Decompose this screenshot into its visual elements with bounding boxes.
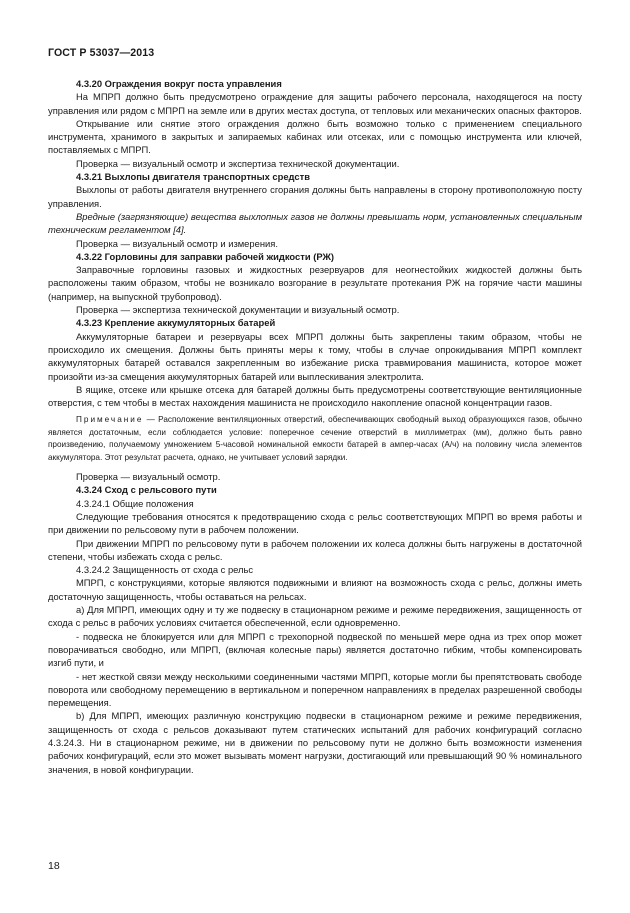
paragraph: Следующие требования относятся к предотвращению схода с рельс соответствующих МПРП во время работы и при движении по рельсовому пути в рабочем положении. [48,510,582,536]
list-item-a: а) Для МПРП, имеющих одну и ту же подвеску в стационарном режиме и режиме передвижения, защищенность от схода с рельс в рабочих условиях считается обеспеченной, если одновременно. [48,604,582,629]
document-header: ГОСТ Р 53037—2013 [48,47,155,59]
list-item-b: b) Для МПРП, имеющих различную конструкцию подвески в стационарном режиме и режиме передвижения, защищенность от схода с рельсов доказывают путем статических испытаний для рабочих конфигураций согласно 4.3.24.3. Ни в стационарном режиме, ни в движении по рельсовому пути не должно быть возможности изменения рабочих конфигураций, если это может вызывать момент нагрузки, достигающий или превышающий 90 % номинального значения, в новой конфигурации. [48,710,582,775]
paragraph: Проверка — визуальный осмотр. [76,471,221,483]
section-heading-4-3-24: 4.3.24 Сход с рельсового пути [76,484,217,496]
section-heading-4-3-22: 4.3.22 Горловины для заправки рабочей жидкости (РЖ) [76,250,335,262]
paragraph: Проверка — визуальный осмотр и измерения. [76,237,278,249]
paragraph-italic: Вредные (загрязняющие) вещества выхлопных газов не должны превышать норм, установленных специальным техническим регламентом [4]. [48,210,582,236]
list-sub-item: - нет жесткой связи между несколькими соединенными частями МПРП, которые могли бы препятствовать свободе поворота или свободному перемещению в вертикальном и поперечном направлениях в пределах разрешенной свободы перемещения. [48,670,582,709]
paragraph: В ящике, отсеке или крышке отсека для батарей должны быть предусмотрены соответствующие вентиляционные отверстия, с тем чтобы в местах нахождения машиниста не происходило накопление опасной концентрации газов. [48,383,582,409]
section-heading-4-3-23: 4.3.23 Крепление аккумуляторных батарей [76,317,276,329]
note-label: Примечание [76,415,144,425]
paragraph: Открывание или снятие этого ограждения должно быть возможно только с применением специального инструмента, хранимого в закрытых и запираемых кабинах или отсеках, или с помощью инструмента или ключей, поставляемых с МПРП. [48,117,582,156]
paragraph: Аккумуляторные батареи и резервуары всех МПРП должны быть закреплены таким образом, чтобы не происходило их смещения. Должны быть приняты меры к тому, чтобы в случае опрокидывания МПРП комплект аккумуляторных батарей оставался закрепленным во избежание риска травмирования машиниста, которое может произойти из-за смещения аккумуляторных батарей или выплескивания электролита. [48,330,582,382]
section-heading-4-3-21: 4.3.21 Выхлопы двигателя транспортных средств [76,171,310,183]
paragraph: Проверка — экспертиза технической документации и визуальный осмотр. [76,304,400,316]
note-paragraph [48,414,582,464]
paragraph: При движении МПРП по рельсовому пути в рабочем положении их колеса должны быть нагружены в достаточной степени, чтобы избежать схода с рельс. [48,537,582,562]
page-number: 18 [48,860,60,872]
note-text: — Расположение вентиляционных отверстий, обеспечивающих свободный выход образующихся газов, обычно является достаточным, если соблюдается условие: поперечное сечение отверстий в миллиметрах (мм), должно быть равно произведению, получаемому умножением 5-часовой номинальной емкости батарей в ампер-часах (А/ч) на половину числа элементов аккумулятора. Этот результат расчета, однако, не учитывает условий зарядки. [48,415,582,462]
paragraph: МПРП, с конструкциями, которые являются подвижными и влияют на возможность схода с рельс, должны иметь достаточную защищенность, чтобы оставаться на рельсах. [48,577,582,602]
section-heading-4-3-20: 4.3.20 Ограждения вокруг поста управления [76,78,282,89]
paragraph: На МПРП должно быть предусмотрено ограждение для защиты рабочего персонала, находящегося на посту управления или рядом с МПРП на земле или в других местах доступа, от тепловых или механических опасных факторов. [48,91,582,116]
list-sub-item: - подвеска не блокируется или для МПРП с трехопорной подвеской по меньшей мере одна из трех опор может поворачиваться свободно, или МПРП, (включая колесные пары) является достаточно гибким, чтобы компенсировать изгиб пути, и [48,630,582,669]
paragraph: Выхлопы от работы двигателя внутреннего сгорания должны быть направлены в сторону противоположную посту управления. [48,184,582,209]
document-body [48,77,582,776]
subsection-heading: 4.3.24.1 Общие положения [76,497,194,509]
subsection-heading: 4.3.24.2 Защищенность от схода с рельс [76,564,254,576]
paragraph: Проверка — визуальный осмотр и экспертиза технической документации. [76,157,400,169]
paragraph: Заправочные горловины газовых и жидкостных резервуаров для неогнестойких жидкостей должны быть расположены таким образом, чтобы не возникало возгорание в результате протекания РЖ на горячие части машины (например, на выпускной трубопровод). [48,264,582,302]
